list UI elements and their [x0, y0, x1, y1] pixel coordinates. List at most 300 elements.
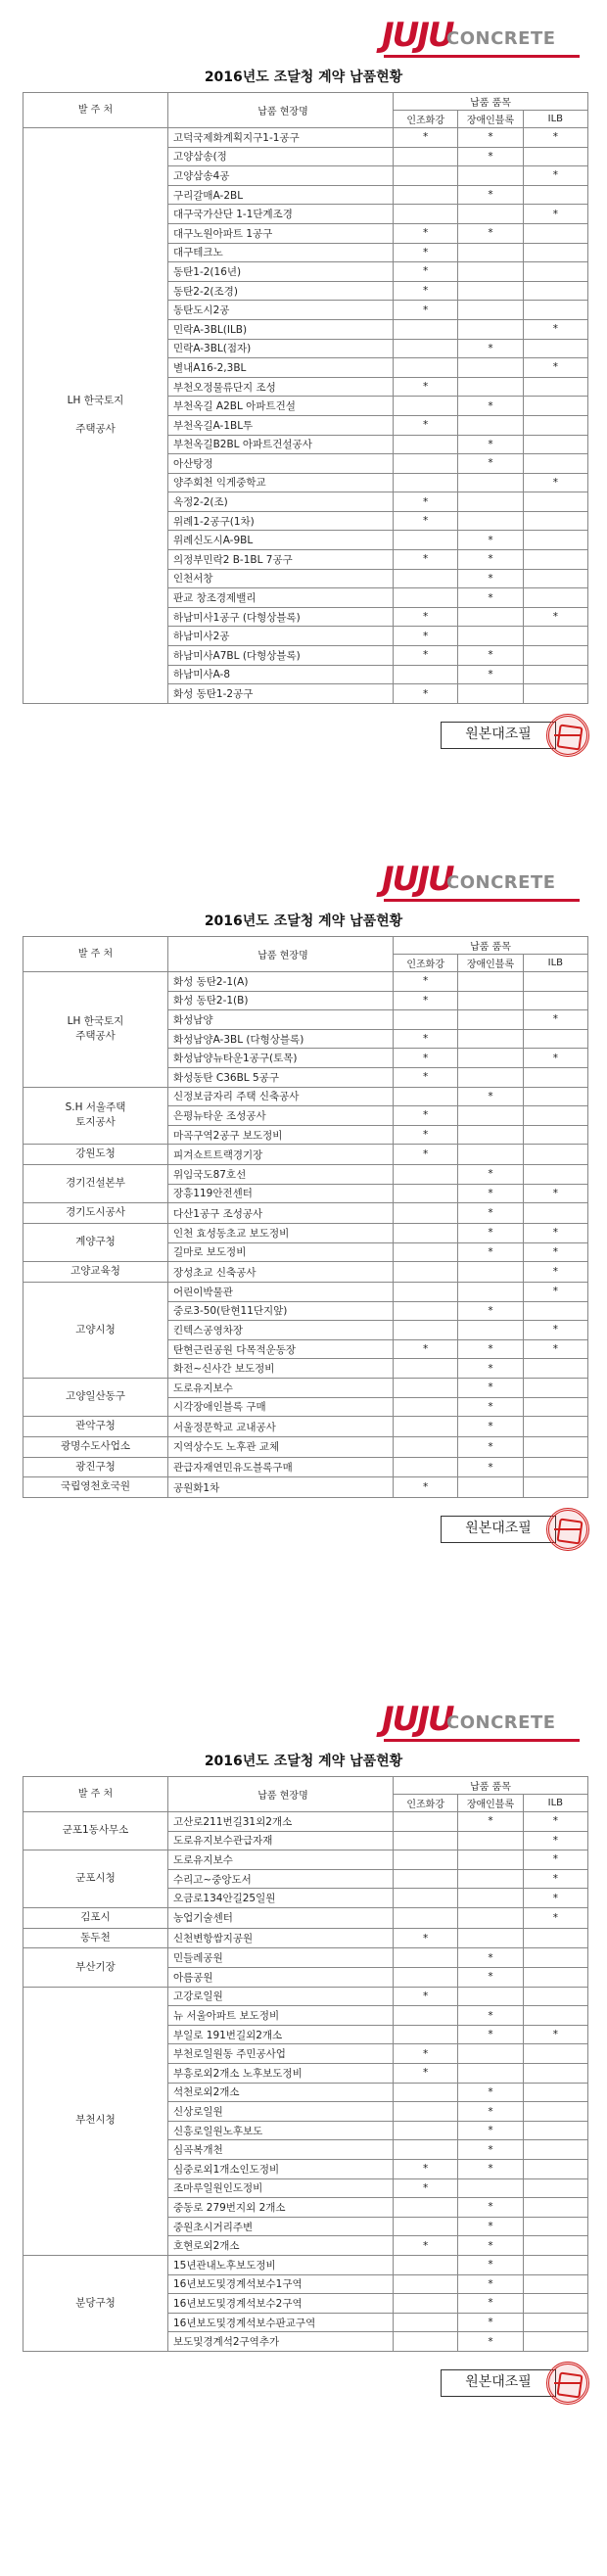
item2-mark: * — [458, 531, 523, 550]
table-row — [23, 1436, 588, 1457]
item3-mark: * — [523, 607, 587, 627]
header-issuer: 발 주 처 — [23, 937, 168, 972]
item3-mark — [523, 627, 587, 646]
table-row — [23, 1812, 588, 1832]
site-cell: 인천서창 — [168, 569, 394, 588]
item3-mark — [523, 147, 587, 166]
header-site: 납품 현장명 — [168, 1777, 394, 1812]
site-cell: 고강로일원 — [168, 1987, 394, 2006]
item3-mark — [523, 415, 587, 435]
item2-mark: * — [458, 2025, 523, 2044]
item3-mark — [523, 1301, 587, 1321]
header-item1: 인조화강 — [394, 955, 458, 972]
item3-mark — [523, 550, 587, 570]
item1-mark — [394, 1282, 458, 1301]
item1-mark: * — [394, 415, 458, 435]
table-row — [23, 1948, 588, 1968]
site-cell: 도로유지보수 — [168, 1850, 394, 1870]
site-cell: 화성남양뉴타운1공구(토목) — [168, 1049, 394, 1068]
item2-mark — [458, 684, 523, 704]
item2-mark — [458, 627, 523, 646]
item1-mark — [394, 435, 458, 454]
delivery-table — [23, 92, 588, 704]
item2-mark — [458, 2178, 523, 2198]
item3-mark — [523, 2064, 587, 2084]
item3-mark — [523, 377, 587, 397]
item1-mark: * — [394, 1477, 458, 1498]
item3-mark — [523, 2121, 587, 2140]
item2-mark: * — [458, 588, 523, 608]
item3-mark — [523, 991, 587, 1010]
logo-underline — [384, 55, 580, 58]
issuer-name: 부산기장 — [75, 1960, 116, 1973]
item2-mark — [458, 205, 523, 224]
item3-mark: * — [523, 166, 587, 186]
issuer-cell — [23, 2255, 168, 2351]
site-cell: 구리갈매A-2BL — [168, 185, 394, 205]
item2-mark — [458, 1010, 523, 1030]
item2-mark: * — [458, 550, 523, 570]
document-page — [0, 0, 607, 844]
item1-mark: * — [394, 281, 458, 301]
site-cell: 호현로외2개소 — [168, 2236, 394, 2256]
site-cell: 동탄2-2(조경) — [168, 281, 394, 301]
item1-mark — [394, 2217, 458, 2236]
issuer-name: 군포1동사무소 — [62, 1824, 129, 1837]
site-cell: 뉴 서울아파트 보도정비 — [168, 2006, 394, 2026]
item3-mark — [523, 1477, 587, 1498]
page-title: 2016년도 조달청 계약 납품현황 — [204, 913, 403, 929]
item1-mark: * — [394, 2160, 458, 2179]
site-cell: 조마루일원인도정비 — [168, 2178, 394, 2198]
item2-mark: * — [458, 1203, 523, 1224]
issuer-name: 경기도시공사 — [66, 1206, 125, 1219]
item2-mark: * — [458, 2140, 523, 2160]
logo-underline — [384, 1739, 580, 1742]
item2-mark: * — [458, 128, 523, 148]
item3-mark — [523, 1106, 587, 1126]
issuer-cell — [23, 1145, 168, 1165]
header-item3: ILB — [523, 955, 587, 972]
item2-mark: * — [458, 1339, 523, 1359]
item2-mark — [458, 358, 523, 378]
item2-mark: * — [458, 1948, 523, 1968]
issuer-cell — [23, 972, 168, 1088]
item2-mark: * — [458, 2121, 523, 2140]
site-cell: 16년보도및경계석보수1구역 — [168, 2274, 394, 2294]
delivery-table — [23, 1776, 588, 2352]
item3-mark: * — [523, 2025, 587, 2044]
item3-mark — [523, 2006, 587, 2026]
item1-mark — [394, 1087, 458, 1106]
item3-mark: * — [523, 473, 587, 492]
item1-mark — [394, 1869, 458, 1889]
item1-mark: * — [394, 550, 458, 570]
site-cell: 부천옥길B2BL 아파트건설공사 — [168, 435, 394, 454]
item2-mark — [458, 243, 523, 262]
item3-mark — [523, 243, 587, 262]
item1-mark — [394, 2313, 458, 2332]
item3-mark — [523, 492, 587, 512]
table-body — [23, 128, 588, 704]
header-issuer: 발 주 처 — [23, 1777, 168, 1812]
item3-mark — [523, 2102, 587, 2122]
site-cell: 민락A-3BL(점자) — [168, 339, 394, 358]
site-cell: 화성 동탄2-1(A) — [168, 972, 394, 992]
item2-mark: * — [458, 1968, 523, 1988]
issuer-name: 관악구청 — [75, 1420, 116, 1432]
site-cell: 보도및경계석2구역추가 — [168, 2332, 394, 2352]
item1-mark: * — [394, 646, 458, 666]
site-cell: 어린이박물관 — [168, 1282, 394, 1301]
header-item3: ILB — [523, 111, 587, 128]
site-cell: 화성남양 — [168, 1010, 394, 1030]
item3-mark: * — [523, 1889, 587, 1908]
item3-mark — [523, 281, 587, 301]
item3-mark: * — [523, 1242, 587, 1262]
item1-mark — [394, 1165, 458, 1185]
item2-mark — [458, 1106, 523, 1126]
item1-mark — [394, 205, 458, 224]
item1-mark — [394, 1850, 458, 1870]
item1-mark — [394, 473, 458, 492]
item3-mark — [523, 1397, 587, 1417]
item2-mark — [458, 1282, 523, 1301]
item1-mark — [394, 1359, 458, 1379]
item2-mark — [458, 301, 523, 320]
logo-wordmark: CONCRETE — [446, 28, 556, 49]
item2-mark — [458, 473, 523, 492]
site-cell: 16년보도및경계석보수판교구역 — [168, 2313, 394, 2332]
item1-mark: * — [394, 301, 458, 320]
site-cell: 고양삼송4공 — [168, 166, 394, 186]
item1-mark: * — [394, 2178, 458, 2198]
item2-mark: * — [458, 1417, 523, 1437]
issuer-name: 주택공사 — [75, 1030, 116, 1043]
item3-mark — [523, 588, 587, 608]
issuer-name: 분당구청 — [75, 2296, 116, 2309]
item2-mark: * — [458, 339, 523, 358]
item2-mark: * — [458, 665, 523, 684]
site-cell: 의정부민락2 B-1BL 7공구 — [168, 550, 394, 570]
item3-mark — [523, 1145, 587, 1165]
item2-mark — [458, 377, 523, 397]
item1-mark — [394, 1203, 458, 1224]
stamp-label: 원본대조필 — [441, 722, 556, 749]
item1-mark: * — [394, 1145, 458, 1165]
item2-mark: * — [458, 1301, 523, 1321]
item3-mark — [523, 1359, 587, 1379]
table-row — [23, 1203, 588, 1224]
item1-mark — [394, 2083, 458, 2102]
site-cell: 길마로 보도정비 — [168, 1242, 394, 1262]
site-cell: 하남미사A7BL (다형상블록) — [168, 646, 394, 666]
item1-mark: * — [394, 1067, 458, 1087]
item3-mark: * — [523, 1321, 587, 1340]
item2-mark: * — [458, 1812, 523, 1832]
item2-mark: * — [458, 2217, 523, 2236]
item2-mark: * — [458, 1087, 523, 1106]
item3-mark — [523, 1029, 587, 1049]
site-cell: 신정보금자리 주택 신축공사 — [168, 1087, 394, 1106]
item3-mark — [523, 2178, 587, 2198]
logo-mark: JUJU — [382, 860, 453, 899]
certified-copy-stamp — [441, 718, 587, 753]
item1-mark — [394, 2025, 458, 2044]
item2-mark — [458, 1907, 523, 1928]
item3-mark — [523, 2294, 587, 2314]
item1-mark — [394, 2140, 458, 2160]
logo-mark: JUJU — [382, 1700, 453, 1739]
company-logo — [382, 1700, 587, 1745]
item1-mark: * — [394, 128, 458, 148]
item3-mark — [523, 1087, 587, 1106]
item3-mark — [523, 972, 587, 992]
item1-mark — [394, 1321, 458, 1340]
item3-mark — [523, 1457, 587, 1477]
item1-mark: * — [394, 1125, 458, 1145]
item2-mark — [458, 1869, 523, 1889]
issuer-cell — [23, 1224, 168, 1262]
item2-mark: * — [458, 2313, 523, 2332]
site-cell: 하남미사2공 — [168, 627, 394, 646]
item2-mark — [458, 2044, 523, 2064]
site-cell: 지역상수도 노후관 교체 — [168, 1436, 394, 1457]
item2-mark — [458, 1850, 523, 1870]
site-cell: 중동로 279번지외 2개소 — [168, 2198, 394, 2218]
item1-mark — [394, 1224, 458, 1243]
item1-mark — [394, 1968, 458, 1988]
item1-mark: * — [394, 1987, 458, 2006]
item3-mark — [523, 511, 587, 531]
item1-mark: * — [394, 2064, 458, 2084]
issuer-cell — [23, 1378, 168, 1416]
site-cell: 신상로일원 — [168, 2102, 394, 2122]
item3-mark: * — [523, 319, 587, 339]
item1-mark — [394, 1812, 458, 1832]
item3-mark: * — [523, 1831, 587, 1850]
site-cell: 신천변항쌈지공원 — [168, 1928, 394, 1948]
item1-mark — [394, 166, 458, 186]
site-cell: 농업기술센터 — [168, 1907, 394, 1928]
item1-mark: * — [394, 1339, 458, 1359]
site-cell: 마곡구역2공구 보도정비 — [168, 1125, 394, 1145]
issuer-name: 국립영천호국원 — [60, 1480, 130, 1493]
table-body — [23, 1812, 588, 2352]
table-row — [23, 1087, 588, 1106]
item2-mark — [458, 415, 523, 435]
item1-mark — [394, 1417, 458, 1437]
issuer-name: 김포시 — [80, 1910, 111, 1923]
item1-mark — [394, 2102, 458, 2122]
site-cell: 시각장애인블록 구매 — [168, 1397, 394, 1417]
company-logo — [382, 860, 587, 905]
issuer-name: LH 한국토지 — [67, 394, 124, 406]
item3-mark: * — [523, 1282, 587, 1301]
header-item1: 인조화강 — [394, 111, 458, 128]
site-cell: 화성남양A-3BL (다형상블록) — [168, 1029, 394, 1049]
issuer-cell — [23, 1812, 168, 1850]
item2-mark — [458, 972, 523, 992]
certified-copy-stamp — [441, 1512, 587, 1547]
header-items-group: 납품 품목 — [394, 937, 588, 955]
table-row — [23, 1457, 588, 1477]
logo-underline — [384, 899, 580, 902]
item3-mark — [523, 646, 587, 666]
item1-mark — [394, 1436, 458, 1457]
site-cell: 장성초교 신축공사 — [168, 1262, 394, 1283]
item2-mark — [458, 511, 523, 531]
logo-wordmark: CONCRETE — [446, 872, 556, 893]
header-row — [23, 1777, 588, 1795]
item2-mark — [458, 1987, 523, 2006]
site-cell: 위례1-2공구(1차) — [168, 511, 394, 531]
item3-mark — [523, 665, 587, 684]
item3-mark — [523, 2332, 587, 2352]
item1-mark — [394, 531, 458, 550]
issuer-name: 광명수도사업소 — [60, 1439, 130, 1452]
header-row — [23, 93, 588, 111]
item3-mark — [523, 2044, 587, 2064]
item1-mark — [394, 339, 458, 358]
site-cell: 고양삼송(정 — [168, 147, 394, 166]
item3-mark — [523, 223, 587, 243]
item2-mark — [458, 319, 523, 339]
item3-mark — [523, 2083, 587, 2102]
item1-mark: * — [394, 684, 458, 704]
item3-mark: * — [523, 1010, 587, 1030]
item2-mark — [458, 262, 523, 282]
item3-mark — [523, 301, 587, 320]
item2-mark: * — [458, 397, 523, 416]
item1-mark — [394, 358, 458, 378]
item2-mark: * — [458, 1359, 523, 1379]
item2-mark — [458, 1477, 523, 1498]
table-row — [23, 1907, 588, 1928]
company-seal-icon — [546, 1508, 589, 1551]
item1-mark — [394, 2255, 458, 2274]
site-cell: 도로유지보수관급자재 — [168, 1831, 394, 1850]
item2-mark: * — [458, 646, 523, 666]
site-cell: 부천로일원동 주민공사업 — [168, 2044, 394, 2064]
item1-mark — [394, 1831, 458, 1850]
item1-mark — [394, 185, 458, 205]
site-cell: 위임국도87호선 — [168, 1165, 394, 1185]
item3-mark: * — [523, 1339, 587, 1359]
item3-mark: * — [523, 1907, 587, 1928]
item1-mark: * — [394, 972, 458, 992]
page-title: 2016년도 조달청 계약 납품현황 — [204, 70, 403, 85]
table-row — [23, 1987, 588, 2006]
header-row — [23, 937, 588, 955]
item1-mark: * — [394, 377, 458, 397]
item1-mark — [394, 2006, 458, 2026]
issuer-name: 계양구청 — [75, 1236, 116, 1248]
table-header — [23, 1777, 588, 1812]
site-cell: 화전~신사간 보도정비 — [168, 1359, 394, 1379]
item1-mark — [394, 665, 458, 684]
item3-mark — [523, 1417, 587, 1437]
item3-mark — [523, 2274, 587, 2294]
item3-mark: * — [523, 1812, 587, 1832]
site-cell: 도로유지보수 — [168, 1378, 394, 1397]
site-cell: 부천옥길A-1BL투 — [168, 415, 394, 435]
header-site: 납품 현장명 — [168, 93, 394, 128]
item2-mark: * — [458, 1224, 523, 1243]
company-logo — [382, 16, 587, 61]
site-cell: 15년관내노후보도정비 — [168, 2255, 394, 2274]
item3-mark — [523, 2255, 587, 2274]
item1-mark — [394, 2274, 458, 2294]
item3-mark — [523, 1436, 587, 1457]
issuer-name: 광진구청 — [75, 1460, 116, 1473]
item2-mark: * — [458, 2102, 523, 2122]
table-header — [23, 93, 588, 128]
logo-mark: JUJU — [382, 16, 453, 55]
site-cell: 대구테크노 — [168, 243, 394, 262]
item1-mark — [394, 1948, 458, 1968]
item2-mark: * — [458, 2236, 523, 2256]
issuer-cell — [23, 1282, 168, 1378]
item1-mark — [394, 1907, 458, 1928]
item1-mark: * — [394, 991, 458, 1010]
issuer-name: 강원도청 — [75, 1147, 116, 1160]
table-row — [23, 1282, 588, 1301]
item3-mark — [523, 435, 587, 454]
issuer-name: 고양시청 — [75, 1323, 116, 1335]
item3-mark: * — [523, 1049, 587, 1068]
table-row — [23, 1165, 588, 1185]
header-item3: ILB — [523, 1795, 587, 1812]
site-cell: 대구노원아파트 1공구 — [168, 223, 394, 243]
issuer-name: 부천시청 — [75, 2114, 116, 2127]
item3-mark — [523, 454, 587, 474]
item3-mark — [523, 1067, 587, 1087]
item1-mark — [394, 2198, 458, 2218]
item3-mark — [523, 185, 587, 205]
issuer-name: LH 한국토지 — [67, 1014, 124, 1027]
site-cell: 신흥로일원노후보도 — [168, 2121, 394, 2140]
issuer-name: S.H 서울주택 — [65, 1101, 126, 1113]
item3-mark — [523, 262, 587, 282]
site-cell: 고덕국제화계획지구1-1공구 — [168, 128, 394, 148]
issuer-name: 군포시청 — [75, 1872, 116, 1885]
site-cell: 공원화1차 — [168, 1477, 394, 1498]
item3-mark: * — [523, 1850, 587, 1870]
stamp-label: 원본대조필 — [441, 1516, 556, 1543]
item3-mark: * — [523, 1262, 587, 1283]
site-cell: 심중로외1개소인도정비 — [168, 2160, 394, 2179]
item3-mark — [523, 2313, 587, 2332]
site-cell: 심곡복개천 — [168, 2140, 394, 2160]
issuer-cell — [23, 1262, 168, 1283]
item2-mark — [458, 1125, 523, 1145]
header-issuer: 발 주 처 — [23, 93, 168, 128]
site-cell: 고산로211번길31외2개소 — [168, 1812, 394, 1832]
stamp-label: 원본대조필 — [441, 2369, 556, 2397]
site-cell: 아름공원 — [168, 1968, 394, 1988]
item1-mark — [394, 1010, 458, 1030]
item2-mark — [458, 281, 523, 301]
item2-mark — [458, 1889, 523, 1908]
item1-mark: * — [394, 243, 458, 262]
table-row — [23, 1417, 588, 1437]
site-cell: 민들레공원 — [168, 1948, 394, 1968]
item2-mark: * — [458, 2274, 523, 2294]
item2-mark: * — [458, 185, 523, 205]
item2-mark — [458, 492, 523, 512]
item1-mark — [394, 397, 458, 416]
